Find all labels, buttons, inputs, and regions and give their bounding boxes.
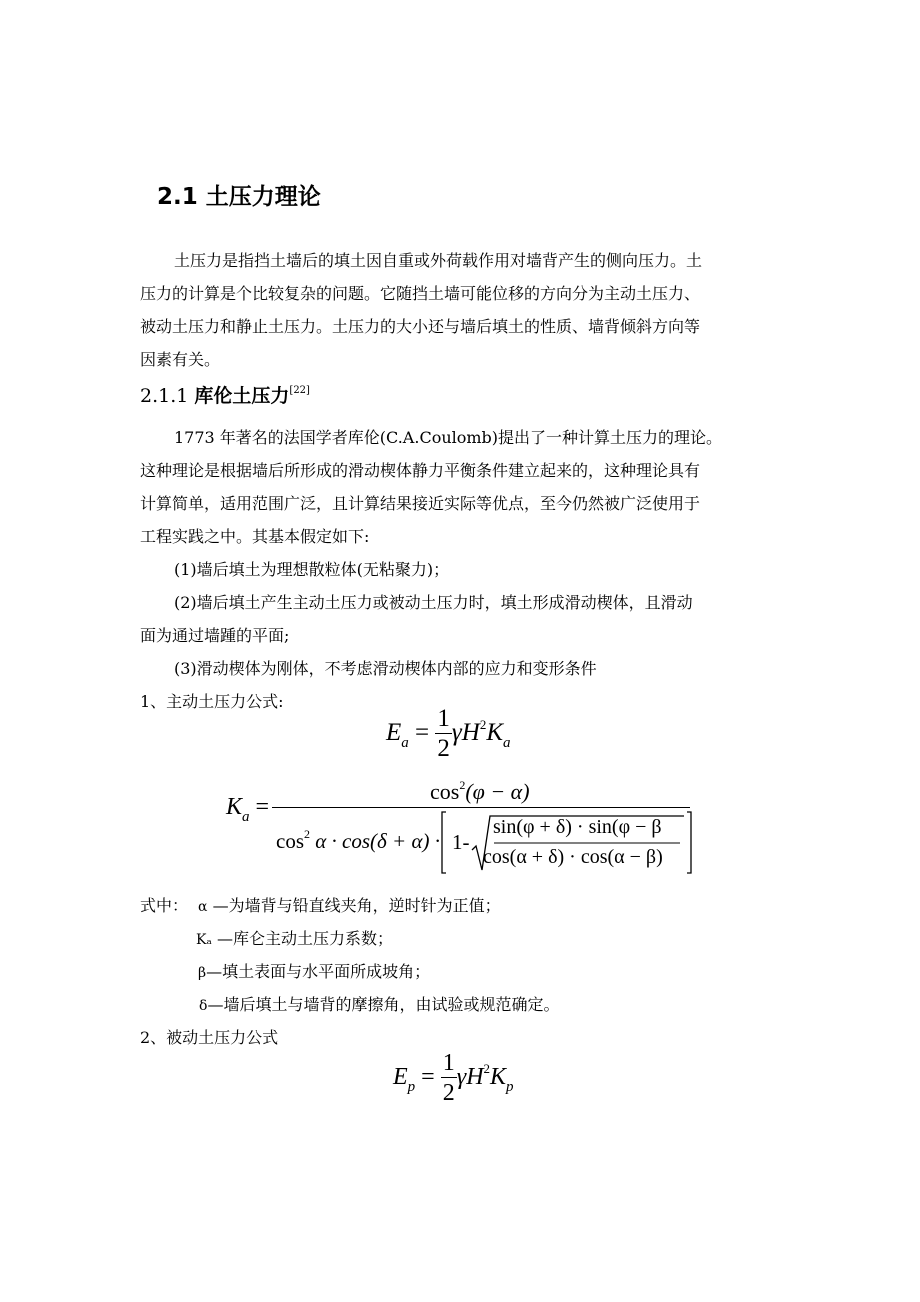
definition-text: —为墙背与铅直线夹角，逆时针为正值； bbox=[212, 896, 501, 915]
section-title: 2.1 土压力理论 bbox=[157, 184, 321, 210]
intro-line-2: 压力的计算是个比较复杂的问题。它随挡土墙可能位移的方向分为主动土压力、 bbox=[140, 284, 701, 303]
inner-numerator: sin(φ + δ) · sin(φ − β bbox=[493, 816, 662, 838]
one-minus: 1- bbox=[452, 830, 470, 854]
formula-subscript: p bbox=[407, 1079, 416, 1096]
assumption-1: (1)墙后填土为理想散粒体(无粘聚力)； bbox=[174, 560, 450, 579]
intro-line-4: 因素有关。 bbox=[140, 350, 221, 369]
coulomb-line-3: 计算简单，适用范围广泛，且计算结果接近实际等优点，至今仍然被广泛使用于 bbox=[140, 494, 701, 513]
cos-text: cos bbox=[276, 829, 304, 853]
citation-ref: [22] bbox=[289, 385, 310, 396]
formula-coefficient: K bbox=[490, 1064, 507, 1091]
subsection-number: 2.1.1 bbox=[140, 385, 189, 407]
definition-beta bbox=[198, 955, 430, 990]
formula-subscript: p bbox=[506, 1079, 514, 1096]
formula-symbol: E bbox=[393, 1064, 408, 1091]
definition-ka bbox=[196, 922, 393, 957]
formula-fraction bbox=[435, 705, 452, 764]
definition-text: —墙后填土与墙背的摩擦角，由试验或规范确定。 bbox=[207, 995, 560, 1014]
definition-text: —库仑主动土压力系数； bbox=[216, 929, 393, 948]
inner-denominator: cos(α + δ) · cos(α − β) bbox=[483, 846, 663, 868]
formula-coefficient: K bbox=[486, 719, 503, 747]
subsection-title: 库伦土压力 bbox=[194, 385, 290, 407]
den-alpha: α · cos(δ + α) · bbox=[315, 829, 440, 853]
formula-ka-lhs bbox=[226, 794, 270, 825]
intro-line-1: 土压力是指挡土墙后的填土因自重或外荷载作用对墙背产生的侧向压力。土 bbox=[174, 251, 703, 270]
formula-symbol: E bbox=[386, 719, 402, 747]
definition-text: —填土表面与水平面所成坡角； bbox=[206, 962, 431, 981]
active-heading: 1、主动土压力公式: bbox=[140, 692, 284, 711]
formula-symbol: K bbox=[226, 794, 243, 820]
definition-symbol: β bbox=[198, 965, 207, 981]
intro-line-3: 被动土压力和静止土压力。土压力的大小还与墙后填土的性质、墙背倾斜方向等 bbox=[140, 317, 701, 336]
formula-gamma: γ bbox=[451, 719, 462, 747]
coulomb-line-4: 工程实践之中。其基本假定如下: bbox=[140, 527, 370, 546]
ka-fraction-bar bbox=[272, 807, 690, 808]
left-bracket bbox=[442, 812, 446, 873]
formula-height: H bbox=[461, 719, 480, 747]
subsection-heading bbox=[140, 381, 310, 408]
passive-heading: 2、被动土压力公式 bbox=[140, 1028, 279, 1047]
where-label: 式中： bbox=[140, 896, 189, 915]
fraction-numerator: 1 bbox=[437, 705, 450, 732]
assumption-3: (3)滑动楔体为刚体，不考虑滑动楔体内部的应力和变形条件 bbox=[174, 659, 597, 678]
fraction-numerator: 1 bbox=[442, 1050, 455, 1076]
fraction-denominator: 2 bbox=[437, 735, 450, 762]
formula-subscript: a bbox=[401, 735, 409, 752]
formula-power: 2 bbox=[459, 778, 466, 792]
assumption-2: (2)墙后填土产生主动土压力或被动土压力时，填土形成滑动楔体，且滑动 bbox=[174, 593, 693, 612]
formula-power: 2 bbox=[304, 827, 310, 841]
formula-ka-denominator bbox=[276, 829, 440, 854]
definition-symbol: α bbox=[198, 899, 208, 915]
assumption-2-cont: 面为通过墙踵的平面; bbox=[140, 626, 290, 645]
fraction-denominator: 2 bbox=[442, 1080, 455, 1106]
formula-equals: = bbox=[415, 719, 430, 747]
coulomb-line-1: 1773 年著名的法国学者库伦(C.A.Coulomb)提出了一种计算土压力的理论。 bbox=[174, 428, 723, 447]
formula-height: H bbox=[466, 1064, 484, 1091]
definition-delta bbox=[199, 988, 559, 1023]
formula-subscript: a bbox=[242, 809, 250, 825]
cos-text: cos bbox=[430, 779, 460, 804]
formula-equals: = bbox=[255, 794, 270, 820]
formula-passive-pressure bbox=[393, 1049, 514, 1108]
formula-power: 2 bbox=[483, 1061, 491, 1077]
right-bracket bbox=[687, 812, 691, 873]
formula-power: 2 bbox=[479, 717, 487, 733]
coulomb-line-2: 这种理论是根据墙后所形成的滑动楔体静力平衡条件建立起来的，这种理论具有 bbox=[140, 461, 701, 480]
definition-alpha bbox=[198, 889, 501, 924]
definition-symbol: Kₐ bbox=[196, 932, 212, 948]
formula-equals: = bbox=[421, 1064, 435, 1091]
definition-symbol: δ bbox=[199, 998, 208, 1014]
formula-active-pressure bbox=[386, 705, 511, 764]
formula-fraction bbox=[441, 1049, 457, 1108]
formula-ka-numerator bbox=[430, 779, 530, 805]
formula-gamma: γ bbox=[456, 1064, 467, 1091]
num-arg: (φ − α) bbox=[465, 779, 530, 804]
formula-subscript: a bbox=[503, 735, 511, 752]
